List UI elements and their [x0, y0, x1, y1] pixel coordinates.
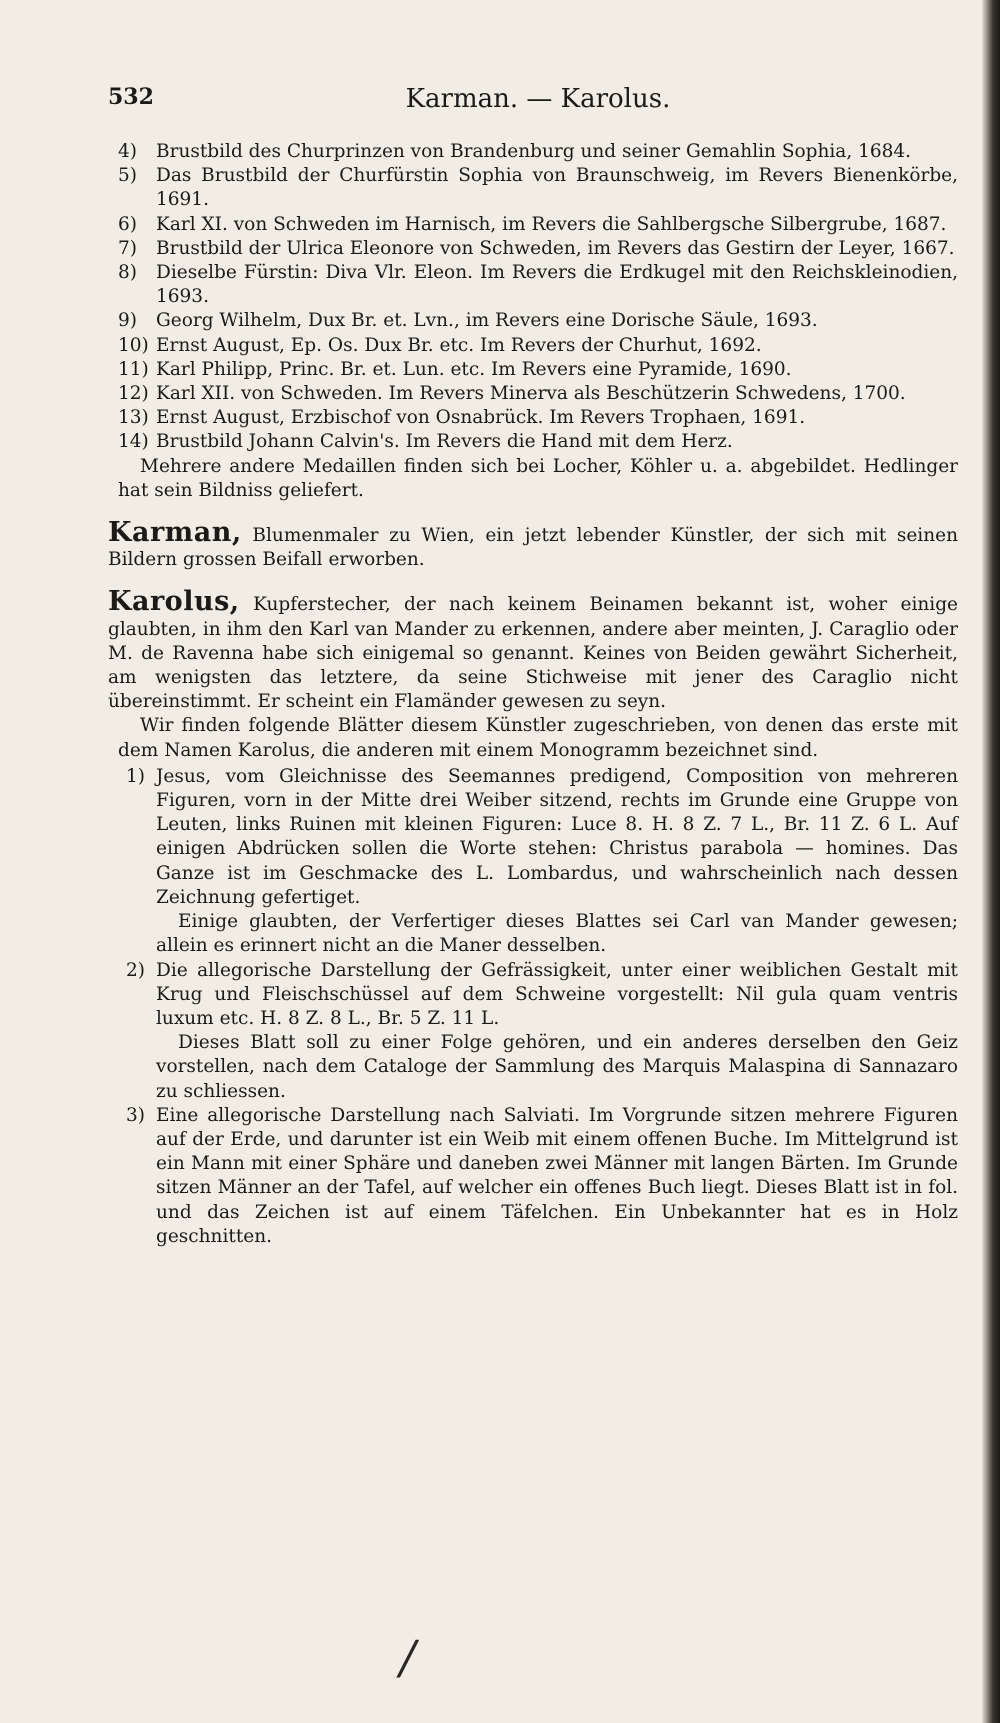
list-item	[118, 334, 958, 358]
item-text: Ernst August, Ep. Os. Dux Br. etc. Im Revers der Churhut, 1692.	[156, 334, 762, 356]
entry-headword: Karolus,	[108, 586, 240, 618]
running-title: Karman. — Karolus.	[405, 84, 671, 114]
entry-headword: Karman,	[108, 517, 242, 549]
item-text: Brustbild Johann Calvin's. Im Revers die Hand mit dem Herz.	[156, 431, 733, 453]
item-number: 10)	[118, 334, 149, 356]
item-text: Brustbild des Churprinzen von Brandenburg und seiner Gemahlin Sophia, 1684.	[156, 141, 912, 162]
item-number: 11)	[118, 358, 149, 380]
item-text: Das Brustbild der Churfürstin Sophia von Braunschweig, im Revers Bienenkörbe, 1691.	[156, 165, 958, 211]
continued-medal-list	[118, 140, 958, 503]
item-text: Eine allegorische Darstellung nach Salviati. Im Vorgrunde sitzen mehrere Figuren auf der Erde, und darunter ist ein Weib mit einem offenen Buche. Im Mittelgrund ist ein Mann mit einer Sphäre und daneben zwei Männer mit langen Bärten. Im Grunde sitzen Männer an der Tafel, auf welcher ein offenes Buch liegt. Dieses Blatt ist in fol. und das Zeichen ist auf einem Täfelchen. Ein Unbekannter hat es in Holz geschnitten.	[156, 1104, 958, 1247]
list-item	[118, 140, 958, 164]
item-number: 12)	[118, 383, 149, 405]
item-text: Jesus, vom Gleichnisse des Seemannes predigend, Composition von mehreren Figuren, vorn in der Mitte drei Weiber sitzend, rechts im Grunde eine Gruppe von Leuten, links Ruinen mit kleinen Figuren: Luce 8. H. 8 Z. 7 L., Br. 11 Z. 6 L. Auf einigen Abdrücken sollen die Worte stehen: Christus parabola — homines. Das Ganze ist im Geschmacke des L. Lombardus, und wahrscheinlich nach dessen Zeichnung gefertiget.	[156, 765, 958, 908]
item-text: Georg Wilhelm, Dux Br. et. Lvn., im Revers eine Dorische Säule, 1693.	[156, 310, 818, 332]
list-item	[118, 213, 958, 237]
page-edge-shadow	[982, 0, 1000, 1723]
list-item	[118, 406, 958, 430]
list-item	[118, 164, 958, 212]
entry-karman	[108, 517, 959, 572]
entry-text: Blumenmaler zu Wien, ein jetzt lebender Künstler, der sich mit seinen Bildern grossen Beifall erworben.	[108, 525, 959, 571]
list-item	[118, 765, 958, 959]
item-number: 6)	[118, 213, 137, 235]
item-text: Die allegorische Darstellung der Gefrässigkeit, unter einer weiblichen Gestalt mit Krug und Fleischschüssel auf dem Schweine vorgestellt: Nil gula quam ventris luxum etc. H. 8 Z. 8 L., Br. 5 Z. 11 L.	[156, 959, 958, 1029]
entry-text: Kupferstecher, der nach keinem Beinamen bekannt ist, woher einige glaubten, in ihm den Karl van Mander zu erkennen, andere aber meinten, J. Caraglio oder M. de Ravenna habe sich einigemal so genannt. Keines von Beiden gewährt Sicherheit, am wenigsten das letztere, da seine Stichweise mit jener des Caraglio nicht übereinstimmt. Er scheint ein Flamänder gewesen zu seyn.	[108, 594, 958, 713]
item-note: Einige glaubten, der Verfertiger dieses Blattes sei Carl van Mander gewesen; allein es erinnert nicht an die Maner desselben.	[156, 911, 958, 957]
works-list	[118, 765, 958, 1249]
list-item	[118, 430, 958, 454]
list-item	[118, 382, 958, 406]
item-number: 4)	[118, 141, 137, 162]
entry-karolus	[108, 586, 958, 1248]
list-item	[118, 959, 958, 1104]
page-header	[108, 84, 968, 124]
list-item	[118, 261, 958, 309]
item-text: Ernst August, Erzbischof von Osnabrück. Im Revers Trophaen, 1691.	[156, 407, 806, 429]
item-number: 7)	[118, 237, 137, 259]
item-number: 8)	[118, 262, 137, 284]
item-number: 13)	[118, 407, 149, 429]
item-number: 5)	[118, 165, 137, 187]
item-number: 3)	[126, 1104, 145, 1126]
item-number: 2)	[126, 959, 145, 981]
item-number: 1)	[126, 765, 145, 787]
entry-paragraph	[108, 586, 958, 714]
entry-paragraph: Wir finden folgende Blätter diesem Künstler zugeschrieben, von denen das erste mit dem Namen Karolus, die anderen mit einem Monogramm bezeichnet sind.	[118, 715, 958, 761]
page-content	[108, 140, 959, 1249]
item-text: Dieselbe Fürstin: Diva Vlr. Eleon. Im Revers die Erdkugel mit den Reichskleinodien, 1693.	[156, 262, 958, 308]
item-text: Karl Philipp, Princ. Br. et. Lun. etc. Im Revers eine Pyramide, 1690.	[156, 358, 792, 380]
list-item	[118, 309, 958, 333]
list-item	[118, 1104, 958, 1249]
page-number: 532	[108, 84, 154, 110]
item-text: Karl XII. von Schweden. Im Revers Minerva als Beschützerin Schwedens, 1700.	[156, 383, 906, 405]
item-text: Brustbild der Ulrica Eleonore von Schweden, im Revers das Gestirn der Leyer, 1667.	[156, 237, 955, 259]
item-number: 14)	[118, 431, 149, 453]
closing-paragraph: Mehrere andere Medaillen finden sich bei Locher, Köhler u. a. abgebildet. Hedlinger hat sein Bildniss geliefert.	[118, 455, 958, 501]
item-text: Karl XI. von Schweden im Harnisch, im Revers die Sahlbergsche Silbergrube, 1687.	[156, 213, 947, 235]
list-item	[118, 358, 958, 382]
item-note: Dieses Blatt soll zu einer Folge gehören, und ein anderes derselben den Geiz vorstellen, nach dem Cataloge der Sammlung des Marquis Malaspina di Sannazaro zu schliessen.	[156, 1032, 958, 1102]
list-item	[118, 237, 958, 261]
ink-mark: /	[400, 1630, 416, 1684]
item-number: 9)	[118, 310, 137, 332]
